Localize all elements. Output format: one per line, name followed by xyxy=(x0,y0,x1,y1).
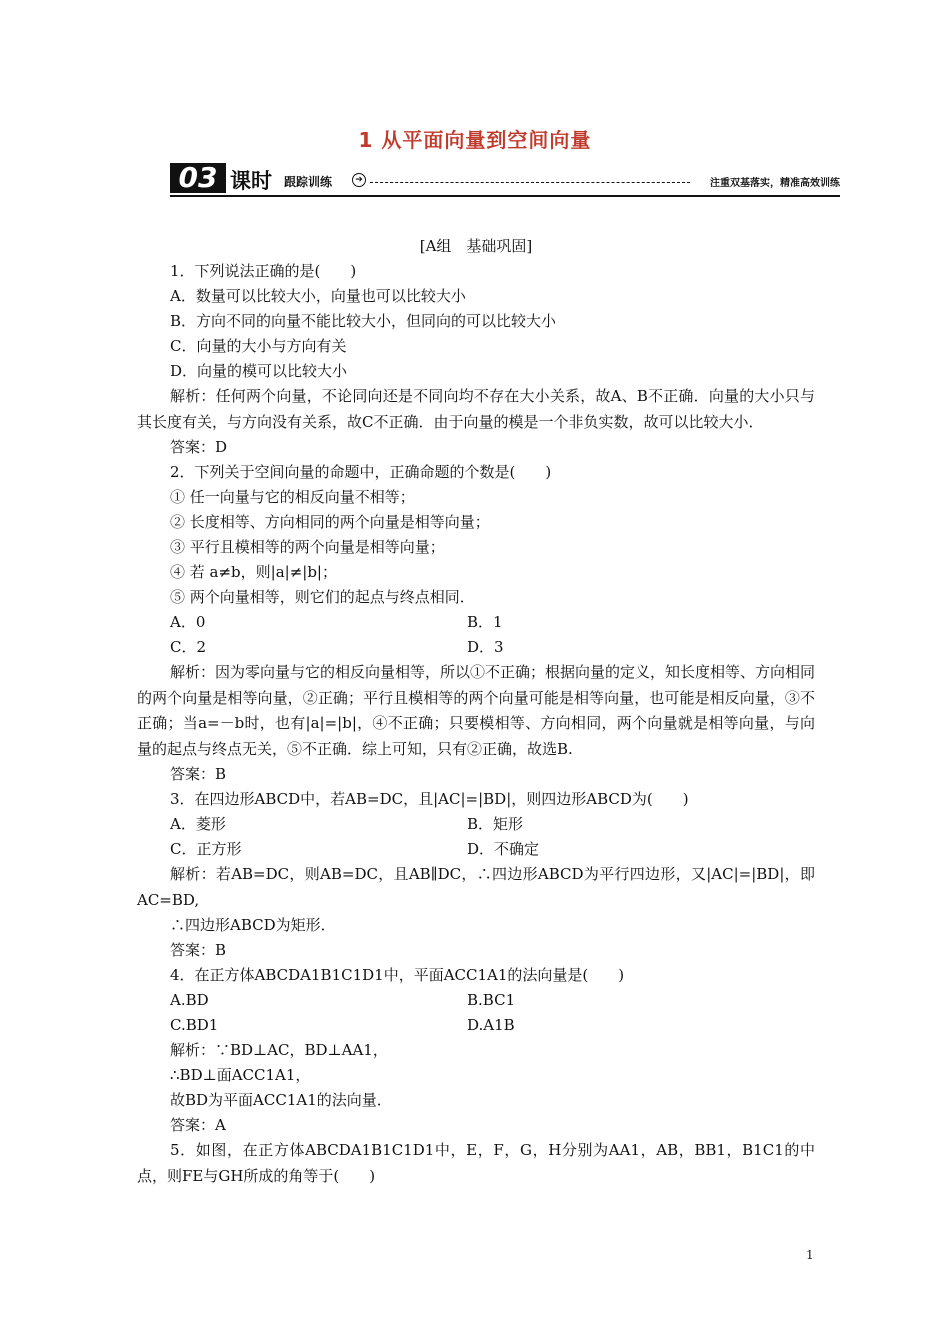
section-heading: [A组 基础巩固] xyxy=(419,237,533,255)
page-title: 1 从平面向量到空间向量 xyxy=(358,128,592,152)
exercise-content xyxy=(137,234,815,1189)
q2-stem: 2．下列关于空间向量的命题中，正确命题的个数是( ) xyxy=(170,463,552,481)
q2-item-2: ② 长度相等、方向相同的两个向量是相等向量； xyxy=(170,513,490,531)
q3-answer: 答案：B xyxy=(170,941,227,959)
q1-option-d: D．向量的模可以比较大小 xyxy=(170,362,348,380)
q1-answer: 答案：D xyxy=(170,438,228,456)
q4-analysis-line-1: 解析：∵BD⊥AC，BD⊥AA1， xyxy=(170,1041,388,1059)
q3-option-d: D．不确定 xyxy=(467,840,540,858)
q2-item-3: ③ 平行且模相等的两个向量是相等向量； xyxy=(170,538,445,556)
q4-stem: 4．在正方体ABCDA1B1C1D1中，平面ACC1A1的法向量是( ) xyxy=(170,966,625,984)
q3-option-a: A．菱形 xyxy=(170,815,226,833)
banner-slogan: 注重双基落实，精准高效训练 xyxy=(710,178,840,189)
q3-analysis: 解析：若AB=DC，则AB=DC，且AB∥DC，∴四边形ABCD为平行四边形，又|AC|=|BD|，即AC=BD, xyxy=(137,865,815,909)
q4-analysis-line-3: 故BD为平面ACC1A1的法向量． xyxy=(170,1091,392,1109)
q3-option-c: C．正方形 xyxy=(170,840,242,858)
q4-option-b: B.BC1 xyxy=(467,991,516,1009)
q2-answer: 答案：B xyxy=(170,765,227,783)
q5-stem: 5．如图，在正方体ABCDA1B1C1D1中，E，F，G，H分别为AA1，AB，BB1，B1C1的中点，则FE与GH所成的角等于( ) xyxy=(137,1141,815,1185)
q4-answer: 答案：A xyxy=(170,1116,226,1134)
q2-option-b: B．1 xyxy=(467,613,503,631)
q2-item-4: ④ 若 a≠b，则|a|≠|b|； xyxy=(170,563,337,581)
q4-option-c: C.BD1 xyxy=(170,1016,219,1034)
tracking-label: 跟踪训练 xyxy=(284,175,333,189)
q2-option-d: D．3 xyxy=(467,638,504,656)
q3-option-b: B．矩形 xyxy=(467,815,524,833)
q4-options-row-2 xyxy=(137,1013,815,1038)
q1-option-c: C．向量的大小与方向有关 xyxy=(170,337,347,355)
q2-options-row-2 xyxy=(137,635,815,660)
banner-dashed-line xyxy=(370,182,690,183)
q1-option-a: A．数量可以比较大小，向量也可以比较大小 xyxy=(170,287,466,305)
q2-analysis: 解析：因为零向量与它的相反向量相等，所以①不正确；根据向量的定义，知长度相等、方向相同的两个向量是相等向量，②正确；平行且模相等的两个向量可能是相等向量，也可能是相反向量，③不正确；当a=－b时，也有|a|=|b|，④不正确；只要模相等、方向相同，两个向量就是相等向量，与向量的起点与终点无关，⑤不正确．综上可知，只有②正确，故选B. xyxy=(137,663,816,758)
lesson-number: 03 xyxy=(170,163,226,193)
banner-rule xyxy=(170,195,840,197)
q2-option-c: C．2 xyxy=(170,638,207,656)
q1-analysis: 解析：任何两个向量，不论同向还是不同向均不存在大小关系，故A、B不正确．向量的大小只与其长度有关，与方向没有关系，故C不正确．由于向量的模是一个非负实数，故可以比较大小． xyxy=(137,387,815,431)
q2-options-row-1 xyxy=(137,610,815,635)
q4-analysis-line-2: ∴BD⊥面ACC1A1， xyxy=(170,1066,311,1084)
q2-item-1: ① 任一向量与它的相反向量不相等； xyxy=(170,488,415,506)
page-number: 1 xyxy=(806,1248,814,1262)
lesson-label: 课时 xyxy=(230,169,272,193)
q2-item-5: ⑤ 两个向量相等，则它们的起点与终点相同． xyxy=(170,588,475,606)
q4-option-a: A.BD xyxy=(170,991,209,1009)
q4-options-row-1 xyxy=(137,988,815,1013)
arrow-right-icon: ➔ xyxy=(352,173,366,187)
q1-option-b: B．方向不同的向量不能比较大小，但同向的可以比较大小 xyxy=(170,312,557,330)
q3-options-row-2 xyxy=(137,837,815,862)
q3-stem: 3．在四边形ABCD中，若AB=DC，且|AC|=|BD|，则四边形ABCD为( ) xyxy=(170,790,689,808)
lesson-banner xyxy=(170,163,840,197)
q3-conclusion: ∴四边形ABCD为矩形． xyxy=(170,916,336,934)
q1-stem: 1．下列说法正确的是( ) xyxy=(170,262,357,280)
q3-options-row-1 xyxy=(137,812,815,837)
q4-option-d: D.A1B xyxy=(467,1016,515,1034)
q2-option-a: A．0 xyxy=(170,613,206,631)
